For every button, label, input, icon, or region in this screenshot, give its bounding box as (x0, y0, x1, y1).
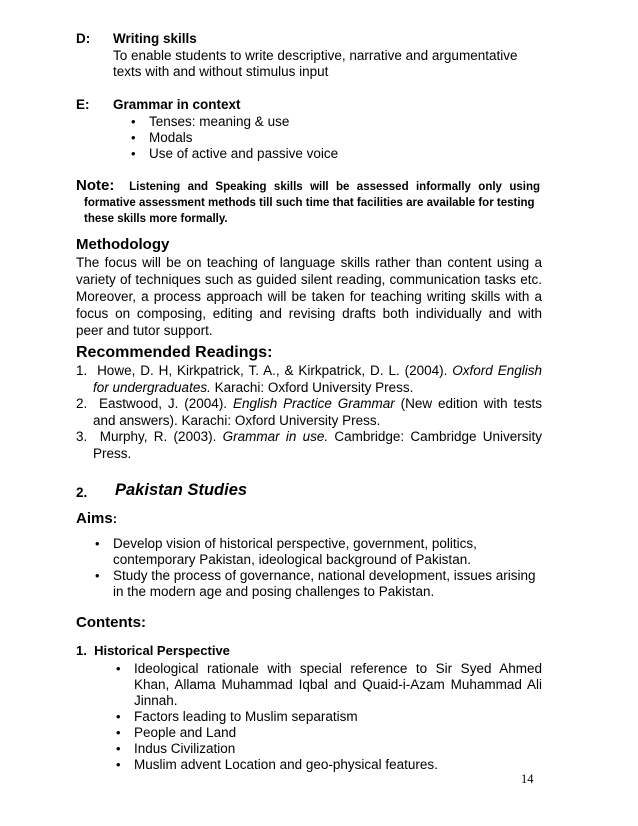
list-item: • Factors leading to Muslim separatism (116, 709, 542, 725)
readings-list (76, 363, 542, 462)
historical-perspective-heading: 1. Historical Perspective (76, 643, 230, 658)
list-item: • Tenses: meaning & use (131, 114, 338, 130)
historical-list (116, 661, 542, 773)
list-item: • Muslim advent Location and geo-physical features. (116, 757, 542, 773)
readings-heading: Recommended Readings: (76, 344, 273, 361)
list-item: • Develop vision of historical perspective, government, politics, contemporary Pakistan, ideological background of Pakistan. (95, 536, 545, 568)
page-number: 14 (521, 772, 534, 786)
contents-heading: Contents: (76, 614, 146, 631)
pakistan-title: Pakistan Studies (115, 481, 248, 499)
aims-heading: Aims: (76, 510, 118, 527)
methodology-heading: Methodology (76, 236, 170, 253)
list-item: • Study the process of governance, national development, issues arising in the modern age and posing challenges to Pakistan. (95, 568, 545, 600)
list-item: • Use of active and passive voice (131, 146, 338, 162)
methodology-text: The focus will be on teaching of language skills rather than content using a variety of techniques such as guided silent reading, communication tasks etc. Moreover, a process approach will be taken for teaching writing skills with a focus on composing, editing and revising drafts both individually and with peer and tutor support. (76, 255, 542, 338)
list-item: • Modals (131, 130, 338, 146)
note-block: Note: Listening and Speaking skills will be assessed informally only using formative assessment methods till such time that facilities are available for testing these skills more formally. (76, 177, 540, 225)
reading-item-1: 1. Howe, D. H, Kirkpatrick, T. A., & Kirkpatrick, D. L. (2004). Oxford English for undergraduates. Karachi: Oxford University Press. (76, 363, 542, 395)
section-d-text: To enable students to write descriptive, narrative and argumentative texts with and without stimulus input (113, 48, 518, 79)
list-item: • People and Land (116, 725, 542, 741)
list-item: • Indus Civilization (116, 741, 542, 757)
grammar-list (131, 114, 338, 162)
note-label: Note: (76, 177, 115, 194)
aims-list (95, 536, 545, 600)
pakistan-number: 2. (76, 485, 88, 500)
section-e-letter: E: (76, 97, 90, 112)
section-d-title: Writing skills (113, 31, 197, 46)
reading-item-2: 2. Eastwood, J. (2004). English Practice Grammar (New edition with tests and answers). Karachi: Oxford University Press. (76, 396, 542, 428)
section-e-title: Grammar in context (113, 97, 241, 112)
list-item: • Ideological rationale with special reference to Sir Syed Ahmed Khan, Allama Muhammad Iqbal and Quaid-i-Azam Muhammad Ali Jinnah. (116, 661, 542, 709)
reading-item-3: 3. Murphy, R. (2003). Grammar in use. Cambridge: Cambridge University Press. (76, 429, 542, 461)
section-d-letter: D: (76, 31, 91, 46)
